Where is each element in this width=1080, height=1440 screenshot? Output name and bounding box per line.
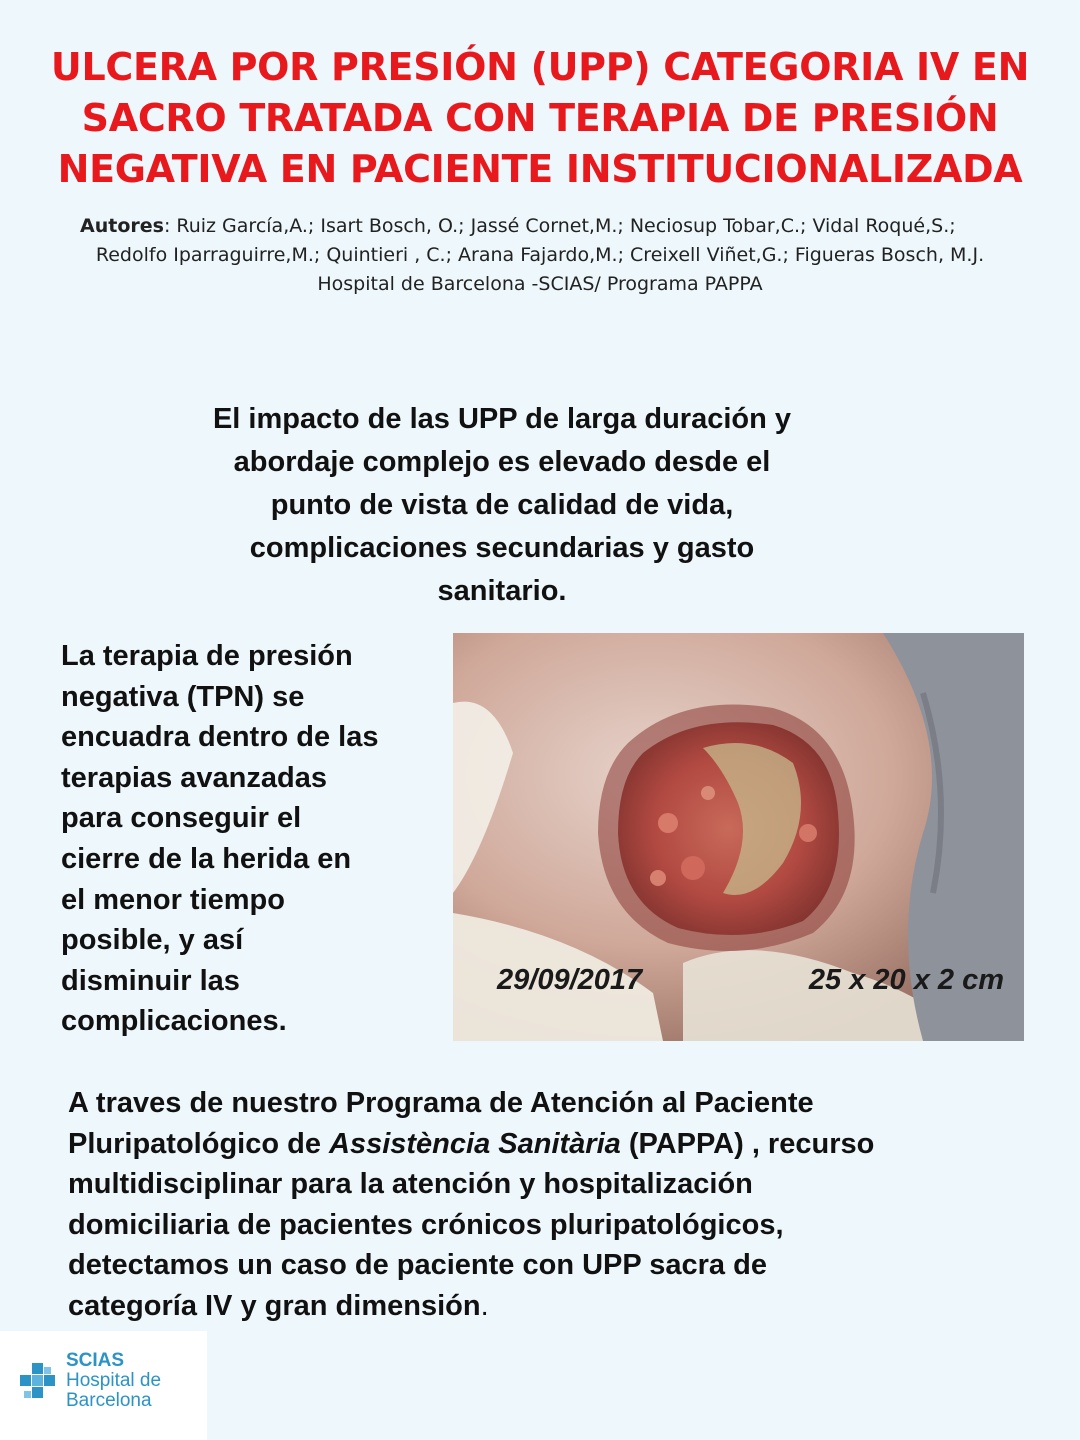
intro-line: punto de vista de calidad de vida, [270, 489, 734, 521]
title-line: ULCERA POR PRESIÓN (UPP) CATEGORIA IV EN [50, 45, 1030, 89]
pappa-italic-term: Assistència Sanitària [329, 1127, 621, 1160]
authors-names-1: : Ruiz García,A.; Isart Bosch, O.; Jassé Cornet,M.; Neciosup Tobar,C.; Vidal Roqué,S.; [163, 215, 956, 237]
authors-block [20, 212, 1060, 299]
pappa-line-6 [68, 1286, 1058, 1327]
tpn-line: La terapia de presión [61, 640, 353, 672]
title-line: NEGATIVA EN PACIENTE INSTITUCIONALIZADA [57, 147, 1023, 191]
tpn-line: negativa (TPN) se [61, 680, 305, 713]
intro-line: El impacto de las UPP de larga duración y [212, 403, 792, 435]
tpn-line: cierre de la herida en [61, 842, 352, 875]
tpn-line: posible, y así [61, 924, 244, 957]
logo-line-1: Hospital de [66, 1370, 162, 1391]
tpn-line: el menor tiempo [61, 883, 285, 916]
tpn-line: disminuir las [61, 964, 240, 997]
logo-brand: SCIAS [66, 1350, 125, 1371]
tpn-line: terapias avanzadas [61, 761, 327, 794]
pappa-line-6-text: categoría IV y gran dimensión [68, 1289, 481, 1322]
authors-line-2: Redolfo Iparraguirre,M.; Quintieri , C.; Arana Fajardo,M.; Creixell Viñet,G.; Figueras Bosch, M.J. [95, 244, 985, 266]
authors-line-1 [20, 212, 1060, 241]
pappa-line-2-start: Pluripatológico de [68, 1127, 330, 1160]
wound-photo [453, 633, 1024, 1041]
poster-title [40, 42, 1040, 195]
tpn-paragraph [61, 636, 451, 1042]
intro-line: abordaje complejo es elevado desde el [233, 446, 771, 478]
logo-line-2: Barcelona [66, 1390, 152, 1411]
title-line: SACRO TRATADA CON TERAPIA DE PRESIÓN [81, 96, 999, 140]
intro-paragraph [150, 398, 854, 613]
photo-date-label: 29/09/2017 [497, 964, 643, 996]
pappa-paragraph [68, 1083, 1058, 1326]
pappa-line-2-end: (PAPPA) , recurso [620, 1127, 875, 1160]
intro-line: complicaciones secundarias y gasto [249, 532, 755, 564]
hospital-logo [0, 1331, 207, 1440]
tpn-line: encuadra dentro de las [61, 721, 379, 754]
pappa-line-1: A traves de nuestro Programa de Atención al Paciente [68, 1087, 814, 1119]
intro-line: sanitario. [437, 575, 567, 607]
logo-text [66, 1351, 161, 1411]
pappa-line-4: domiciliaria de pacientes crónicos pluripatológicos, [68, 1208, 784, 1241]
pappa-line-6-period: . [480, 1289, 489, 1322]
wound-size-label: 25 x 20 x 2 cm [808, 964, 1004, 996]
scias-cross-icon [18, 1361, 62, 1405]
pappa-line-2 [68, 1124, 1058, 1165]
pappa-line-3: multidisciplinar para la atención y hospitalización [68, 1168, 753, 1200]
institution: Hospital de Barcelona -SCIAS/ Programa PAPPA [317, 273, 763, 295]
tpn-line: complicaciones. [61, 1005, 287, 1038]
tpn-line: para conseguir el [61, 802, 302, 835]
pappa-line-5: detectamos un caso de paciente con UPP sacra de [68, 1249, 767, 1281]
authors-label: Autores [80, 215, 164, 237]
